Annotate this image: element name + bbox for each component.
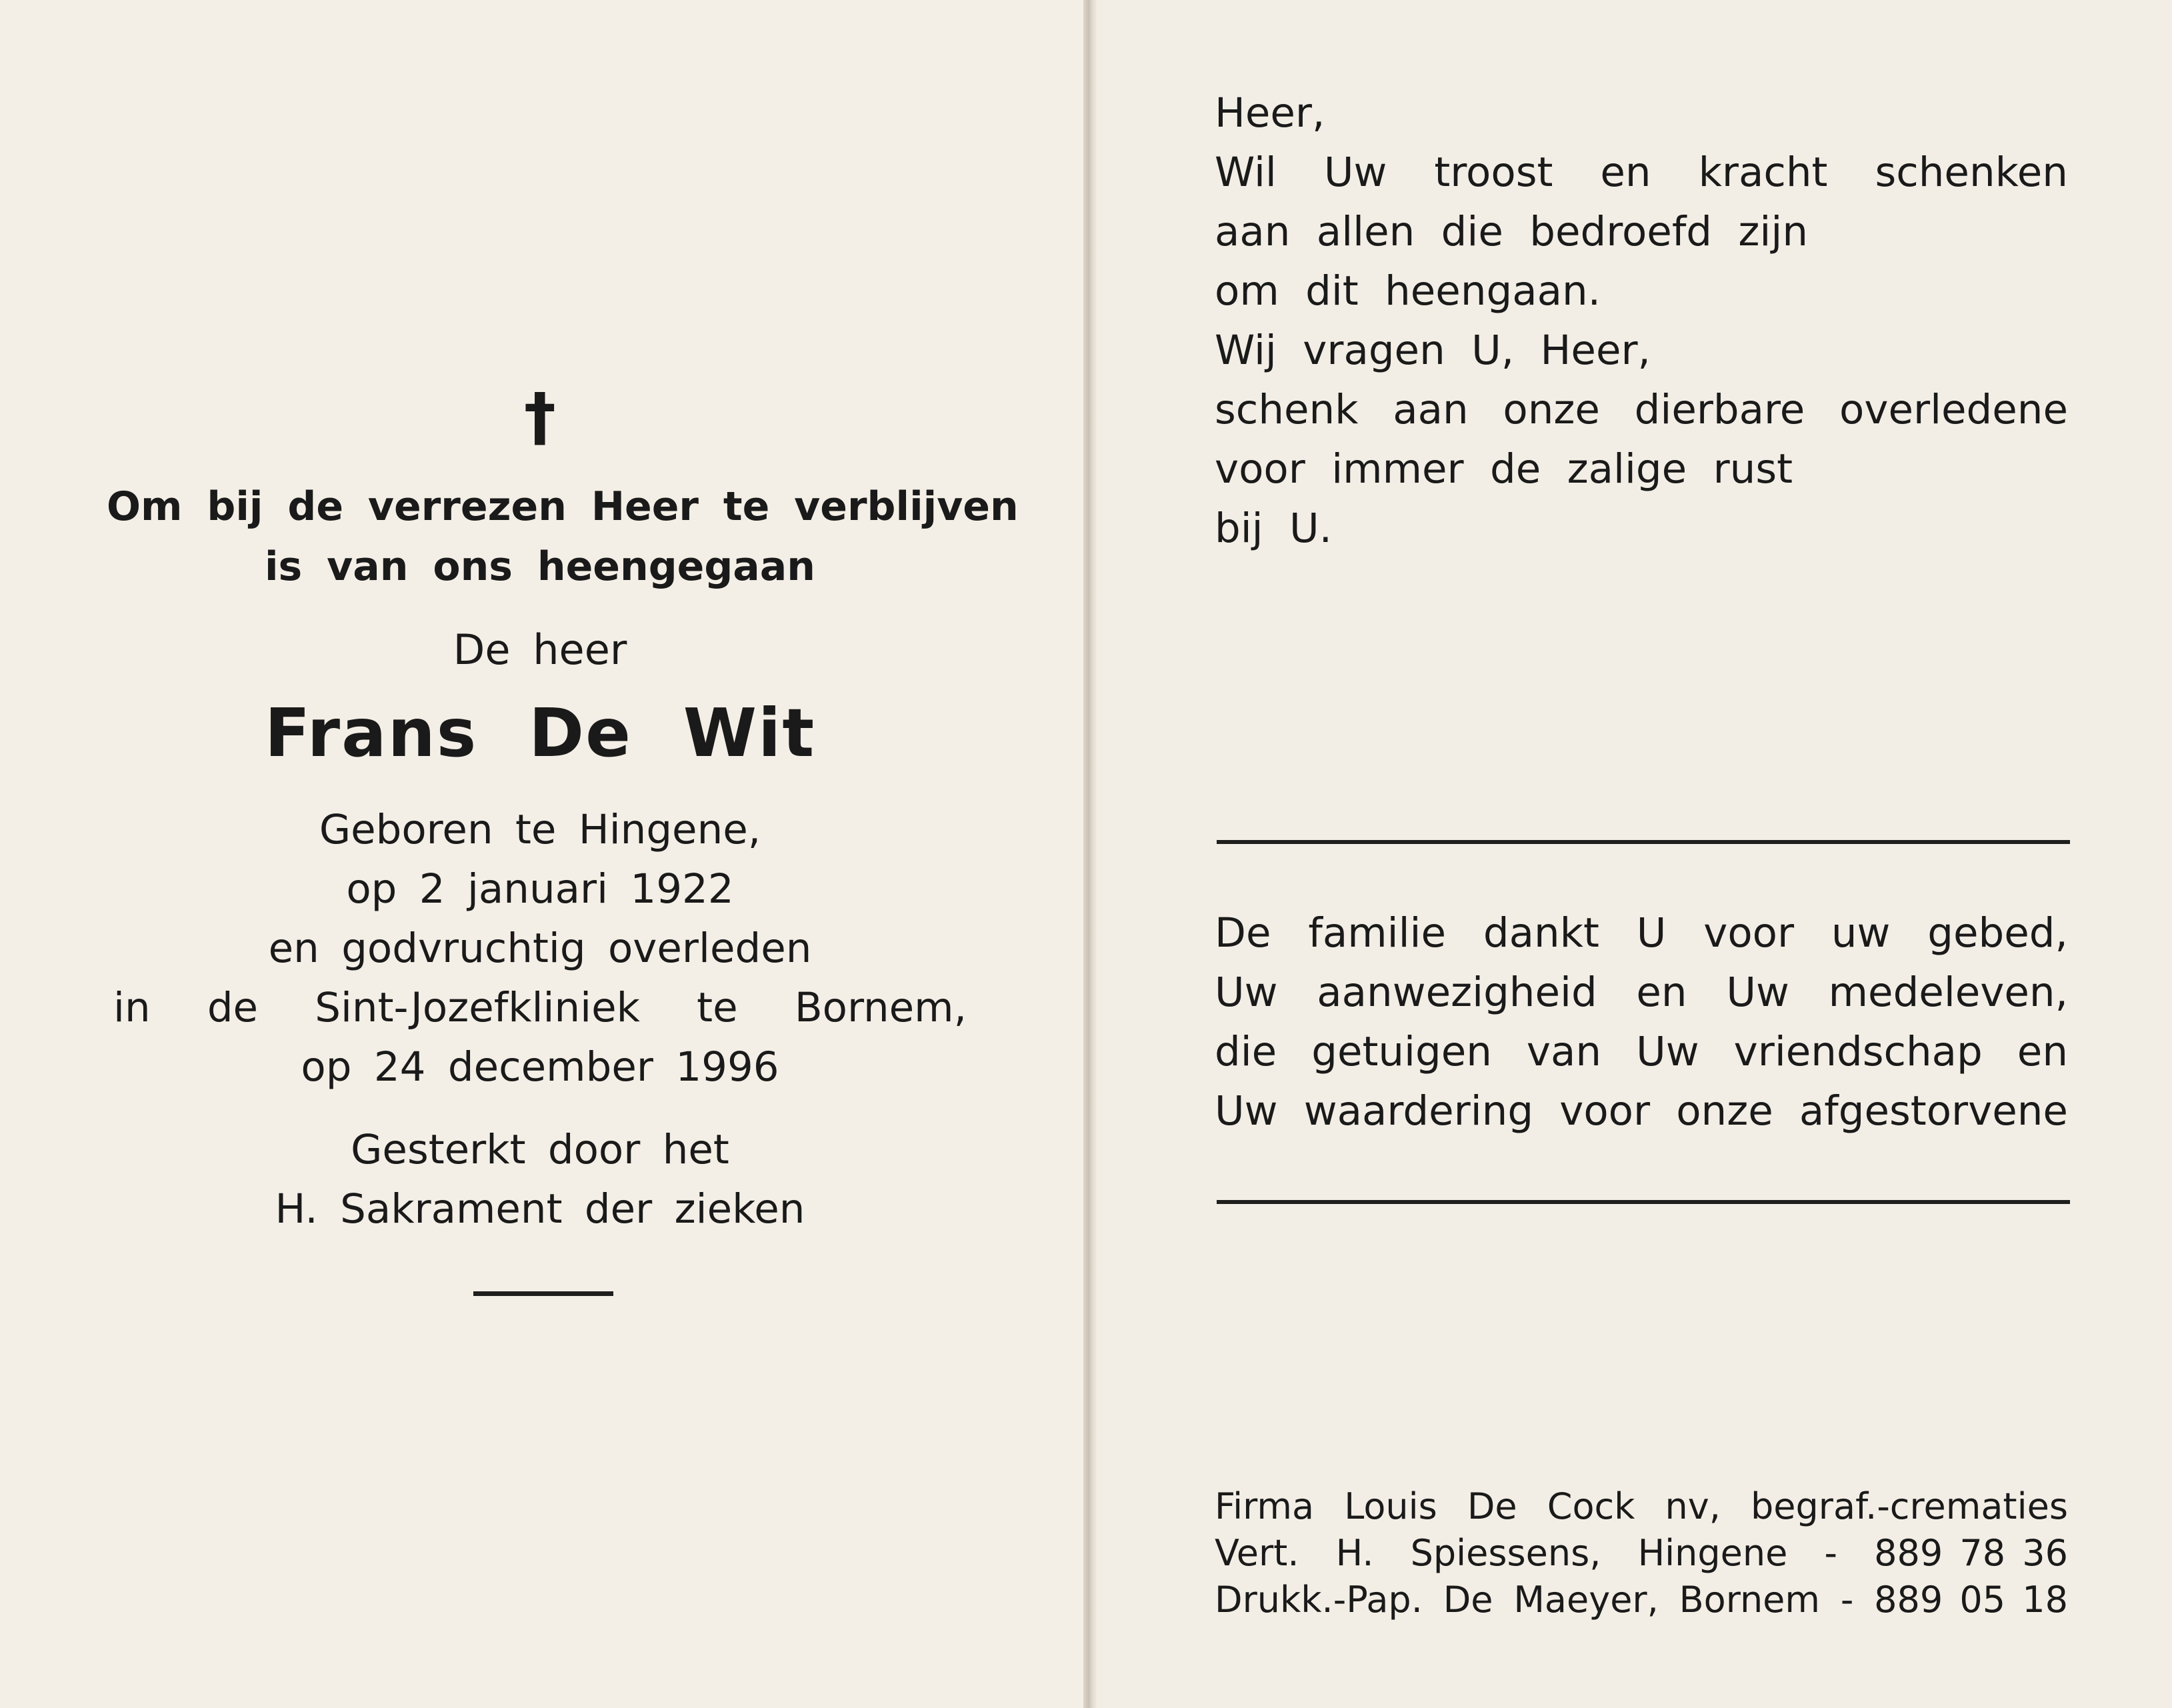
word: onze <box>1676 1087 1773 1135</box>
prayer-text <box>1215 83 2068 558</box>
sacrament-line: H. Sakrament der zieken <box>275 1185 805 1233</box>
word: Uw <box>1726 969 1789 1016</box>
word: Spiessens, <box>1410 1532 1601 1574</box>
prayer-line: Wij vragen U, Heer, <box>1215 327 1651 374</box>
word: Uw <box>1323 149 1387 196</box>
word: De <box>1215 909 1271 957</box>
cross-symbol: † <box>524 379 556 454</box>
word: De <box>1467 1485 1517 1527</box>
word: De <box>1443 1579 1493 1621</box>
death-place <box>113 978 967 1037</box>
word: voor <box>1559 1087 1651 1135</box>
word: Uw <box>1215 1087 1278 1135</box>
divider-dash <box>473 1291 613 1296</box>
prayer-line: om dit heengaan. <box>1215 267 1601 315</box>
thanks-line <box>1215 903 2068 963</box>
word: 889 05 18 <box>1874 1579 2068 1621</box>
sacrament-text <box>107 1120 973 1239</box>
word: Sint-Jozefkliniek <box>315 984 640 1031</box>
word: dierbare <box>1634 386 1805 433</box>
thanks-line <box>1215 1081 2068 1141</box>
prayer-line: bij U. <box>1215 505 1333 552</box>
word: H. <box>1335 1532 1374 1574</box>
word: van <box>1526 1028 1602 1075</box>
word: U <box>1636 909 1667 957</box>
word: 889 78 36 <box>1874 1532 2068 1574</box>
word: schenk <box>1215 386 1359 433</box>
word: uw <box>1831 909 1891 957</box>
deceased-name: Frans De Wit <box>264 694 816 772</box>
word: Drukk.-Pap. <box>1215 1579 1423 1621</box>
prayer-line: Heer, <box>1215 89 1325 137</box>
word: en <box>1636 969 1687 1016</box>
word: Wil <box>1215 149 1277 196</box>
birth-place: Geboren te Hingene, <box>319 806 761 853</box>
word: Uw <box>1636 1028 1699 1075</box>
thanks-line <box>1215 1022 2068 1081</box>
intro-line: Om bij de verrezen Heer te verblijven <box>107 483 1019 530</box>
word: nv, <box>1665 1485 1721 1527</box>
word: in <box>113 984 151 1031</box>
word: Uw <box>1215 969 1278 1016</box>
word: getuigen <box>1311 1028 1492 1075</box>
word: - <box>1840 1579 1854 1621</box>
prayer-line <box>1215 143 2068 202</box>
word: begraf.-crematies <box>1751 1485 2068 1527</box>
word: vriendschap <box>1733 1028 1983 1075</box>
word: familie <box>1308 909 1447 957</box>
word: Cock <box>1547 1485 1635 1527</box>
word: onze <box>1503 386 1600 433</box>
word: Firma <box>1215 1485 1315 1527</box>
word: Louis <box>1344 1485 1437 1527</box>
word: aan <box>1393 386 1469 433</box>
word: afgestorvene <box>1799 1087 2068 1135</box>
printer-line <box>1215 1530 2068 1577</box>
prayer-line <box>1215 380 2068 439</box>
horizontal-rule <box>1217 840 2070 844</box>
word: Maeyer, <box>1513 1579 1659 1621</box>
word: voor <box>1703 909 1795 957</box>
card-fold <box>1083 0 1097 1708</box>
printer-credits <box>1215 1483 2068 1623</box>
word: de <box>207 984 259 1031</box>
death-text: en godvruchtig overleden <box>268 925 812 972</box>
word: Bornem <box>1679 1579 1821 1621</box>
intro-line: is van ons heengegaan <box>264 543 815 590</box>
sacrament-line: Gesterkt door het <box>351 1126 729 1173</box>
word: en <box>1600 149 1651 196</box>
birth-date: op 2 januari 1922 <box>346 865 734 913</box>
word: die <box>1215 1028 1277 1075</box>
word: medeleven, <box>1828 969 2068 1016</box>
word: gebed, <box>1927 909 2068 957</box>
word: - <box>1824 1532 1837 1574</box>
intro-text <box>107 477 1019 597</box>
prayer-line: voor immer de zalige rust <box>1215 445 1793 493</box>
thanks-text <box>1215 903 2068 1141</box>
word: troost <box>1434 149 1553 196</box>
prayer-line: aan allen die bedroefd zijn <box>1215 208 1808 255</box>
printer-line <box>1215 1483 2068 1530</box>
word: Vert. <box>1215 1532 1299 1574</box>
honorific: De heer <box>453 625 627 674</box>
word: kracht <box>1698 149 1828 196</box>
word: en <box>2017 1028 2068 1075</box>
thanks-line <box>1215 963 2068 1022</box>
word: schenken <box>1875 149 2068 196</box>
word: dankt <box>1483 909 1599 957</box>
printer-line <box>1215 1577 2068 1623</box>
word: aanwezigheid <box>1317 969 1597 1016</box>
word: te <box>697 984 738 1031</box>
word: Bornem, <box>794 984 967 1031</box>
word: Hingene <box>1637 1532 1788 1574</box>
word: waardering <box>1303 1087 1534 1135</box>
word: overledene <box>1839 386 2068 433</box>
horizontal-rule <box>1217 1200 2070 1204</box>
death-date: op 24 december 1996 <box>301 1043 779 1091</box>
biography <box>107 800 973 1097</box>
